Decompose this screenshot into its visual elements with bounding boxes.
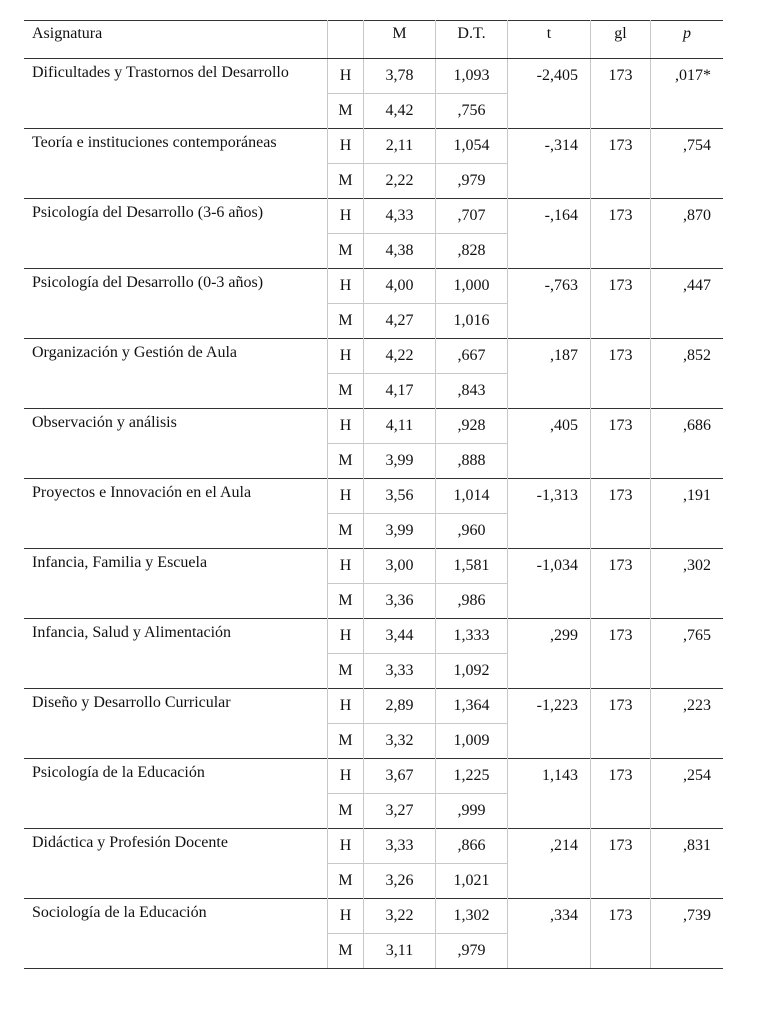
sd-m-cell: 1,016 (436, 304, 508, 339)
sd-h-cell: 1,225 (436, 759, 508, 794)
group-m-label: M (328, 794, 364, 829)
p-cell: ,870 (651, 199, 724, 269)
p-cell: ,254 (651, 759, 724, 829)
mean-m-cell: 4,38 (364, 234, 436, 269)
mean-h-cell: 3,56 (364, 479, 436, 514)
group-h-label: H (328, 129, 364, 164)
df-cell: 173 (591, 409, 651, 479)
mean-h-cell: 3,22 (364, 899, 436, 934)
t-cell: ,299 (508, 619, 591, 689)
table-header-row (24, 21, 723, 59)
group-h-label: H (328, 689, 364, 724)
sd-h-cell: 1,000 (436, 269, 508, 304)
df-cell: 173 (591, 479, 651, 549)
p-cell: ,302 (651, 549, 724, 619)
group-m-label: M (328, 654, 364, 689)
mean-m-cell: 3,26 (364, 864, 436, 899)
t-cell: -1,223 (508, 689, 591, 759)
mean-h-cell: 4,22 (364, 339, 436, 374)
mean-m-cell: 3,27 (364, 794, 436, 829)
sd-h-cell: 1,364 (436, 689, 508, 724)
t-cell: ,334 (508, 899, 591, 969)
p-cell: ,447 (651, 269, 724, 339)
mean-h-cell: 3,67 (364, 759, 436, 794)
sd-h-cell: ,667 (436, 339, 508, 374)
subject-cell: Sociología de la Educación (24, 899, 328, 969)
group-h-label: H (328, 759, 364, 794)
header-mean: M (364, 21, 436, 59)
sd-m-cell: 1,009 (436, 724, 508, 759)
mean-h-cell: 3,00 (364, 549, 436, 584)
table-row (24, 129, 723, 164)
t-cell: ,405 (508, 409, 591, 479)
subject-cell: Teoría e instituciones contemporáneas (24, 129, 328, 199)
p-cell: ,686 (651, 409, 724, 479)
table-row (24, 759, 723, 794)
mean-h-cell: 4,00 (364, 269, 436, 304)
df-cell: 173 (591, 829, 651, 899)
t-cell: -,314 (508, 129, 591, 199)
mean-m-cell: 3,99 (364, 444, 436, 479)
results-table (24, 20, 723, 969)
sd-m-cell: 1,021 (436, 864, 508, 899)
group-h-label: H (328, 339, 364, 374)
subject-cell: Diseño y Desarrollo Curricular (24, 689, 328, 759)
group-h-label: H (328, 479, 364, 514)
group-m-label: M (328, 164, 364, 199)
table-row (24, 689, 723, 724)
df-cell: 173 (591, 759, 651, 829)
subject-cell: Infancia, Familia y Escuela (24, 549, 328, 619)
mean-h-cell: 4,11 (364, 409, 436, 444)
df-cell: 173 (591, 339, 651, 409)
header-t: t (508, 21, 591, 59)
df-cell: 173 (591, 129, 651, 199)
group-m-label: M (328, 934, 364, 969)
sd-m-cell: ,999 (436, 794, 508, 829)
table-row (24, 339, 723, 374)
results-table-body (24, 21, 723, 969)
mean-m-cell: 3,33 (364, 654, 436, 689)
group-m-label: M (328, 94, 364, 129)
sd-h-cell: ,866 (436, 829, 508, 864)
mean-m-cell: 2,22 (364, 164, 436, 199)
t-cell: -1,034 (508, 549, 591, 619)
group-h-label: H (328, 549, 364, 584)
mean-m-cell: 3,36 (364, 584, 436, 619)
mean-m-cell: 4,17 (364, 374, 436, 409)
table-row (24, 269, 723, 304)
table-row (24, 549, 723, 584)
header-p: p (651, 21, 724, 59)
group-m-label: M (328, 234, 364, 269)
sd-m-cell: 1,092 (436, 654, 508, 689)
table-row (24, 829, 723, 864)
mean-m-cell: 3,99 (364, 514, 436, 549)
subject-cell: Proyectos e Innovación en el Aula (24, 479, 328, 549)
mean-h-cell: 4,33 (364, 199, 436, 234)
t-cell: -2,405 (508, 59, 591, 129)
group-m-label: M (328, 514, 364, 549)
table-row (24, 619, 723, 654)
p-cell: ,223 (651, 689, 724, 759)
df-cell: 173 (591, 689, 651, 759)
t-cell: -1,313 (508, 479, 591, 549)
sd-h-cell: 1,581 (436, 549, 508, 584)
sd-m-cell: ,986 (436, 584, 508, 619)
sd-m-cell: ,960 (436, 514, 508, 549)
mean-h-cell: 3,44 (364, 619, 436, 654)
df-cell: 173 (591, 899, 651, 969)
p-cell: ,754 (651, 129, 724, 199)
mean-m-cell: 3,11 (364, 934, 436, 969)
header-df: gl (591, 21, 651, 59)
group-h-label: H (328, 409, 364, 444)
sd-m-cell: ,828 (436, 234, 508, 269)
sd-m-cell: ,756 (436, 94, 508, 129)
p-cell: ,017* (651, 59, 724, 129)
group-m-label: M (328, 304, 364, 339)
table-row (24, 899, 723, 934)
group-h-label: H (328, 899, 364, 934)
df-cell: 173 (591, 269, 651, 339)
sd-h-cell: ,707 (436, 199, 508, 234)
t-cell: -,164 (508, 199, 591, 269)
sd-m-cell: ,888 (436, 444, 508, 479)
p-cell: ,765 (651, 619, 724, 689)
mean-h-cell: 2,89 (364, 689, 436, 724)
subject-cell: Psicología de la Educación (24, 759, 328, 829)
sd-h-cell: 1,054 (436, 129, 508, 164)
table-row (24, 199, 723, 234)
mean-h-cell: 3,33 (364, 829, 436, 864)
table-row (24, 409, 723, 444)
table-row (24, 479, 723, 514)
sd-h-cell: 1,014 (436, 479, 508, 514)
t-cell: ,214 (508, 829, 591, 899)
mean-h-cell: 2,11 (364, 129, 436, 164)
sd-m-cell: ,843 (436, 374, 508, 409)
group-h-label: H (328, 59, 364, 94)
header-subject: Asignatura (24, 21, 328, 59)
t-cell: -,763 (508, 269, 591, 339)
subject-cell: Dificultades y Trastornos del Desarrollo (24, 59, 328, 129)
t-cell: ,187 (508, 339, 591, 409)
group-h-label: H (328, 619, 364, 654)
subject-cell: Organización y Gestión de Aula (24, 339, 328, 409)
sd-h-cell: 1,302 (436, 899, 508, 934)
p-cell: ,739 (651, 899, 724, 969)
group-h-label: H (328, 199, 364, 234)
sd-m-cell: ,979 (436, 164, 508, 199)
sd-m-cell: ,979 (436, 934, 508, 969)
subject-cell: Observación y análisis (24, 409, 328, 479)
sd-h-cell: ,928 (436, 409, 508, 444)
group-m-label: M (328, 374, 364, 409)
mean-m-cell: 3,32 (364, 724, 436, 759)
group-m-label: M (328, 444, 364, 479)
group-h-label: H (328, 269, 364, 304)
group-m-label: M (328, 724, 364, 759)
df-cell: 173 (591, 619, 651, 689)
mean-m-cell: 4,27 (364, 304, 436, 339)
subject-cell: Psicología del Desarrollo (0-3 años) (24, 269, 328, 339)
subject-cell: Infancia, Salud y Alimentación (24, 619, 328, 689)
sd-h-cell: 1,093 (436, 59, 508, 94)
group-m-label: M (328, 584, 364, 619)
subject-cell: Didáctica y Profesión Docente (24, 829, 328, 899)
sd-h-cell: 1,333 (436, 619, 508, 654)
p-cell: ,191 (651, 479, 724, 549)
df-cell: 173 (591, 549, 651, 619)
subject-cell: Psicología del Desarrollo (3-6 años) (24, 199, 328, 269)
group-m-label: M (328, 864, 364, 899)
mean-m-cell: 4,42 (364, 94, 436, 129)
table-row (24, 59, 723, 94)
group-h-label: H (328, 829, 364, 864)
df-cell: 173 (591, 59, 651, 129)
mean-h-cell: 3,78 (364, 59, 436, 94)
header-sd: D.T. (436, 21, 508, 59)
p-cell: ,852 (651, 339, 724, 409)
df-cell: 173 (591, 199, 651, 269)
p-cell: ,831 (651, 829, 724, 899)
t-cell: 1,143 (508, 759, 591, 829)
header-sex (328, 21, 364, 59)
